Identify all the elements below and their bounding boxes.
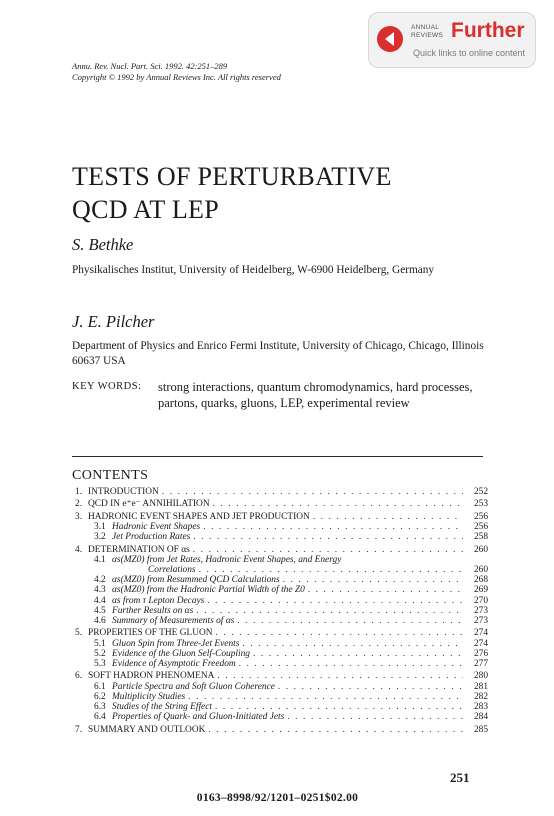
author-affiliation: Physikalisches Institut, University of Heidelberg, W-6900 Heidelberg, Germany: [72, 264, 435, 276]
toc-entry: [72, 532, 488, 542]
toc-entry-title: PROPERTIES OF THE GLUON: [88, 628, 213, 639]
toc-entry-continuation: [72, 565, 488, 575]
toc-entry-number: 5.2: [94, 648, 106, 659]
toc-entry: [72, 545, 488, 555]
toc-leader-dots: [193, 545, 463, 555]
toc-entry-title: Particle Spectra and Soft Gluon Coherence: [112, 681, 275, 692]
toc-entry-title: QCD IN e⁺e⁻ ANNIHILATION: [88, 499, 210, 510]
title-line-2: QCD AT LEP: [72, 195, 219, 224]
toc-entry-title: SUMMARY AND OUTLOOK: [88, 724, 206, 735]
toc-entry-page: 283: [473, 702, 488, 712]
toc-leader-dots: [278, 682, 463, 692]
toc-entry-page: 274: [473, 628, 488, 639]
toc-entry: [72, 596, 488, 606]
toc-entry-number: 3.2: [94, 532, 106, 543]
toc-entry-number: 1.: [75, 487, 83, 497]
toc-entry-title: αs from τ Lepton Decays: [112, 595, 205, 606]
toc-entry-number: 6.4: [94, 712, 106, 723]
toc-entry-page: 270: [473, 595, 488, 606]
annual-reviews-further-badge[interactable]: [368, 12, 536, 68]
author-name: S. Bethke: [72, 235, 134, 254]
toc-entry-page: 281: [473, 681, 488, 692]
toc-entry: [72, 659, 488, 669]
toc-entry-title: Studies of the String Effect: [112, 702, 212, 712]
badge-publisher: ANNUAL REVIEWS: [411, 24, 444, 39]
citation-line-2: Copyright © 1992 by Annual Reviews Inc. All rights reserved: [72, 72, 281, 82]
toc-leader-dots: [283, 575, 463, 585]
toc-leader-dots: [313, 512, 463, 522]
toc-leader-dots: [308, 585, 463, 595]
table-of-contents: [72, 487, 488, 735]
toc-entry: [72, 628, 488, 638]
article-title: [72, 160, 392, 226]
section-divider: [72, 456, 483, 457]
toc-entry-page: 284: [473, 712, 488, 723]
toc-entry: [72, 712, 488, 722]
play-icon: [377, 26, 403, 52]
toc-entry-page: 253: [473, 499, 488, 510]
toc-entry-page: 273: [473, 605, 488, 616]
toc-entry-title: Evidence of Asymptotic Freedom: [112, 659, 236, 669]
toc-entry-page: 256: [473, 521, 488, 532]
toc-leader-dots: [188, 692, 463, 702]
toc-entry: [72, 682, 488, 692]
toc-leader-dots: [237, 616, 463, 626]
toc-entry-number: 6.1: [94, 681, 106, 692]
toc-leader-dots: [213, 499, 463, 509]
toc-entry-title: HADRONIC EVENT SHAPES AND JET PRODUCTION: [88, 511, 310, 522]
toc-leader-dots: [203, 522, 463, 532]
toc-entry-page: 277: [473, 659, 488, 669]
toc-entry-page: 260: [473, 544, 488, 555]
contents-heading: CONTENTS: [72, 468, 149, 483]
toc-entry-number: 3.1: [94, 521, 106, 532]
toc-entry-title: INTRODUCTION: [88, 487, 159, 497]
toc-leader-dots: [216, 628, 463, 638]
toc-entry-page: 276: [473, 648, 488, 659]
toc-entry-title: Properties of Quark- and Gluon-Initiated Jets: [112, 712, 285, 723]
toc-entry-title: Gluon Spin from Three-Jet Events: [112, 638, 240, 649]
toc-entry-title: αs(MZ0) from the Hadronic Partial Width of the Z0: [112, 585, 305, 596]
toc-entry-title: Evidence of the Gluon Self-Coupling: [112, 648, 250, 659]
toc-leader-dots: [242, 639, 463, 649]
toc-entry-title: SOFT HADRON PHENOMENA: [88, 671, 215, 682]
toc-entry-number: 5.3: [94, 659, 106, 669]
keywords-label: KEY WORDS:: [72, 381, 142, 392]
keywords-text: strong interactions, quantum chromodynamics, hard processes, partons, quarks, gluons, LEP, experimental review: [158, 380, 473, 410]
toc-entry-number: 4.3: [94, 585, 106, 596]
toc-entry-page: 258: [473, 532, 488, 543]
toc-leader-dots: [217, 671, 463, 681]
toc-entry-title: Multiplicity Studies: [112, 691, 186, 702]
toc-entry-title: Summary of Measurements of αs: [112, 616, 235, 626]
toc-entry-number: 6.2: [94, 691, 106, 702]
toc-entry-page: 285: [473, 724, 488, 735]
badge-further-label: Further: [451, 19, 525, 42]
toc-entry-page: 273: [473, 616, 488, 626]
toc-entry-number: 5.: [75, 628, 83, 639]
toc-entry-number: 3.: [75, 511, 83, 522]
toc-entry-number: 4.6: [94, 616, 106, 626]
toc-leader-dots: [208, 725, 463, 735]
title-line-1: TESTS OF PERTURBATIVE: [72, 162, 392, 191]
page-number: 251: [450, 770, 470, 785]
toc-entry-number: 6.3: [94, 702, 106, 712]
author-affiliation: Department of Physics and Enrico Fermi Institute, University of Chicago, Chicago, Illinois 60637 USA: [72, 340, 484, 367]
toc-entry-title: DETERMINATION OF αs: [88, 544, 190, 555]
toc-entry: [72, 616, 488, 626]
toc-entry-title-continued: Correlations: [148, 564, 196, 575]
toc-leader-dots: [162, 487, 463, 497]
toc-entry-number: 4.5: [94, 605, 106, 616]
toc-entry-page: 269: [473, 585, 488, 596]
toc-entry: [72, 606, 488, 616]
toc-entry-number: 2.: [75, 499, 83, 510]
toc-entry: [72, 639, 488, 649]
badge-tagline: Quick links to online content: [413, 48, 526, 58]
toc-leader-dots: [215, 702, 463, 712]
toc-entry-page: 256: [473, 511, 488, 522]
toc-leader-dots: [239, 659, 463, 669]
toc-entry-number: 4.4: [94, 595, 106, 606]
toc-entry: [72, 692, 488, 702]
toc-entry: [72, 487, 488, 497]
toc-entry: [72, 585, 488, 595]
toc-entry-page: 260: [473, 564, 488, 575]
toc-entry-number: 4.1: [94, 554, 106, 565]
toc-entry-title: αs(MZ0) from Jet Rates, Hadronic Event Shapes, and Energy: [112, 554, 342, 565]
toc-entry-title: Hadronic Event Shapes: [112, 521, 201, 532]
author-name: J. E. Pilcher: [72, 312, 155, 331]
toc-entry: [72, 555, 488, 565]
toc-entry-page: 274: [473, 638, 488, 649]
toc-entry-title: Jet Production Rates: [112, 532, 191, 543]
footer-code: 0163–8998/92/1201–0251$02.00: [196, 792, 359, 804]
toc-entry-page: 252: [473, 487, 488, 497]
toc-leader-dots: [253, 649, 463, 659]
toc-entry: [72, 512, 488, 522]
toc-entry-title: αs(MZ0) from Resummed QCD Calculations: [112, 575, 280, 586]
toc-entry-page: 282: [473, 691, 488, 702]
toc-entry: [72, 671, 488, 681]
toc-entry-page: 268: [473, 575, 488, 586]
toc-entry-number: 6.: [75, 671, 83, 682]
toc-entry-number: 4.2: [94, 575, 106, 586]
toc-entry-title: Further Results on αs: [112, 605, 194, 616]
toc-entry: [72, 575, 488, 585]
toc-entry: [72, 522, 488, 532]
toc-leader-dots: [207, 596, 463, 606]
citation-line-1: Annu. Rev. Nucl. Part. Sci. 1992. 42:251–289: [72, 61, 228, 71]
journal-citation: [72, 61, 281, 83]
toc-leader-dots: [193, 532, 463, 542]
toc-entry-number: 4.: [75, 544, 83, 555]
toc-entry: [72, 649, 488, 659]
toc-entry: [72, 499, 488, 509]
toc-entry-number: 7.: [75, 724, 83, 735]
toc-entry-page: 280: [473, 671, 488, 682]
toc-entry: [72, 725, 488, 735]
toc-leader-dots: [196, 606, 463, 616]
toc-entry-number: 5.1: [94, 638, 106, 649]
toc-entry: [72, 702, 488, 712]
toc-leader-dots: [287, 712, 463, 722]
toc-leader-dots: [199, 565, 463, 575]
